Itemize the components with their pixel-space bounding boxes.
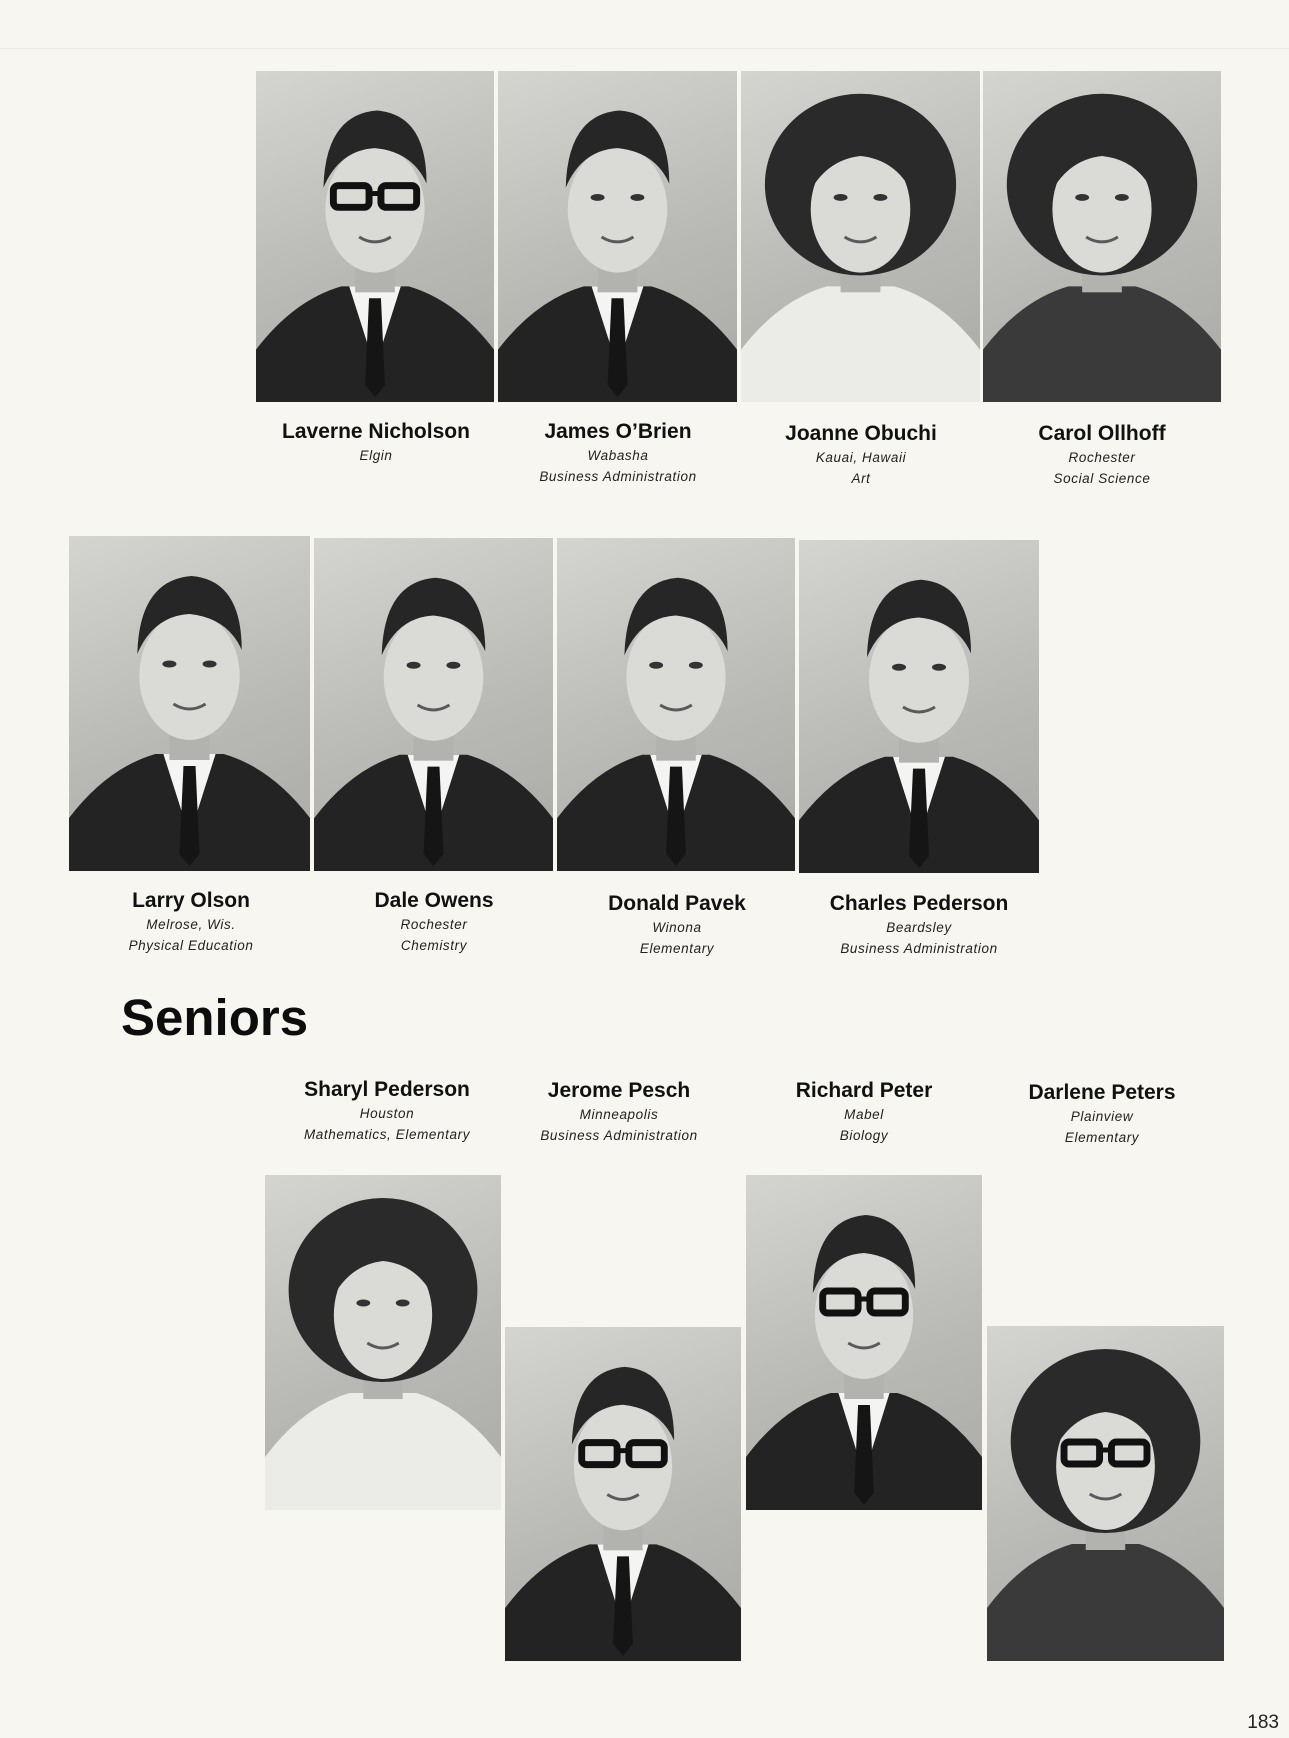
person-major: Biology	[839, 1128, 889, 1143]
person-caption	[314, 888, 554, 956]
portrait-photo	[265, 1175, 501, 1510]
person-hometown: Plainview	[1070, 1109, 1134, 1124]
portrait-silhouette	[69, 536, 310, 871]
person-name: Laverne Nicholson	[282, 420, 470, 443]
portrait-silhouette	[498, 71, 737, 402]
portrait-photo	[314, 538, 553, 871]
person-major: Social Science	[1053, 471, 1151, 486]
person-caption	[799, 891, 1039, 959]
person-hometown: Winona	[652, 920, 702, 935]
person-name: Joanne Obuchi	[785, 422, 937, 445]
person-major: Chemistry	[400, 938, 468, 953]
person-name: James O’Brien	[544, 420, 692, 443]
portrait-silhouette	[741, 71, 980, 402]
person-hometown: Melrose, Wis.	[146, 917, 236, 932]
portrait-silhouette	[799, 540, 1039, 873]
portrait-photo	[256, 71, 494, 402]
person-caption	[498, 419, 738, 487]
portrait-silhouette	[746, 1175, 982, 1510]
person-caption	[741, 421, 981, 489]
person-major: Business Administration	[539, 469, 697, 484]
person-hometown: Minneapolis	[579, 1107, 659, 1122]
person-hometown: Wabasha	[587, 448, 649, 463]
person-name: Sharyl Pederson	[304, 1078, 470, 1101]
portrait-photo	[799, 540, 1039, 873]
portrait-silhouette	[505, 1327, 741, 1661]
portrait-silhouette	[256, 71, 494, 402]
person-hometown: Houston	[359, 1106, 415, 1121]
portrait-photo	[746, 1175, 982, 1510]
person-name: Jerome Pesch	[547, 1079, 691, 1102]
person-hometown: Rochester	[400, 917, 468, 932]
portrait-silhouette	[983, 71, 1221, 402]
portrait-silhouette	[987, 1326, 1224, 1661]
person-caption	[744, 1078, 984, 1146]
person-major: Business Administration	[540, 1128, 698, 1143]
portrait-photo	[498, 71, 737, 402]
page-number: 183	[1247, 1712, 1279, 1733]
person-name: Donald Pavek	[608, 892, 746, 915]
person-caption	[557, 891, 797, 959]
person-hometown: Beardsley	[886, 920, 952, 935]
person-name: Richard Peter	[795, 1079, 933, 1102]
portrait-photo	[987, 1326, 1224, 1661]
person-major: Elementary	[639, 941, 715, 956]
section-heading: Seniors	[121, 989, 309, 1046]
person-major: Physical Education	[128, 938, 254, 953]
person-caption	[256, 419, 496, 466]
person-hometown: Mabel	[844, 1107, 884, 1122]
person-caption	[267, 1077, 507, 1145]
person-hometown: Elgin	[359, 448, 393, 463]
person-name: Larry Olson	[132, 889, 250, 912]
portrait-silhouette	[557, 538, 795, 871]
portrait-silhouette	[314, 538, 553, 871]
person-caption	[982, 421, 1222, 489]
person-major: Art	[851, 471, 871, 486]
person-caption	[499, 1078, 739, 1146]
person-name: Charles Pederson	[829, 892, 1009, 915]
person-name: Carol Ollhoff	[1038, 422, 1166, 445]
portrait-photo	[741, 71, 980, 402]
person-hometown: Kauai, Hawaii	[815, 450, 907, 465]
person-major: Business Administration	[840, 941, 998, 956]
page-top-rule	[0, 48, 1289, 49]
person-name: Dale Owens	[374, 889, 494, 912]
person-name: Darlene Peters	[1028, 1081, 1176, 1104]
portrait-photo	[505, 1327, 741, 1661]
portrait-photo	[983, 71, 1221, 402]
person-major: Mathematics, Elementary	[303, 1127, 471, 1142]
person-caption	[982, 1080, 1222, 1148]
person-major: Elementary	[1064, 1130, 1140, 1145]
portrait-photo	[557, 538, 795, 871]
portrait-silhouette	[265, 1175, 501, 1510]
portrait-photo	[69, 536, 310, 871]
person-caption	[71, 888, 311, 956]
person-hometown: Rochester	[1068, 450, 1136, 465]
